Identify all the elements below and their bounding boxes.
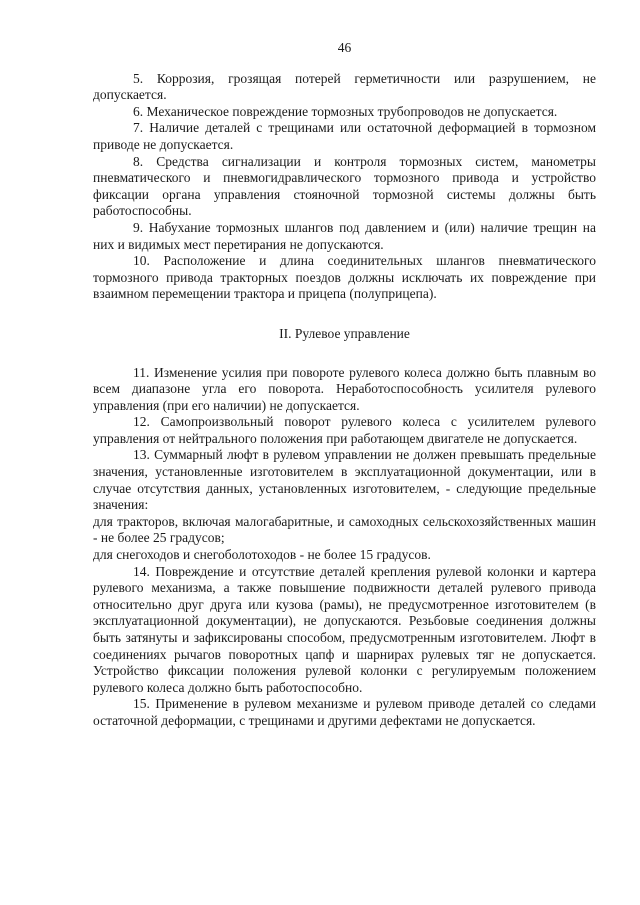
paragraph-6: 6. Механическое повреждение тормозных трубопроводов не допускается. [133,103,558,119]
paragraph-13: 13. Суммарный люфт в рулевом управлении не должен превышать предельные значения, установленные изготовителем в эксплуатационной документации, или в случае отсутствия данных, установленных изготовителем, - следующие предельные значения: [93,447,596,513]
page-number: 46 [337,40,352,55]
paragraph-8: 8. Средства сигнализации и контроля тормозных систем, манометры пневматического и пневмогидравлического тормозного привода и устройство фиксации органа управления стояночной тормозной системы должны быть работоспособны. [93,153,596,219]
paragraph-15: 15. Применение в рулевом механизме и рулевом приводе деталей со следами остаточной деформации, с трещинами и другими дефектами не допускается. [93,696,596,728]
paragraph-11: 11. Изменение усилия при повороте рулевого колеса должно быть плавным во всем диапазоне угла его поворота. Неработоспособность усилителя рулевого управления (при его наличии) не допускается. [93,364,596,413]
paragraph-12: 12. Самопроизвольный поворот рулевого колеса с усилителем рулевого управления от нейтрального положения при работающем двигателе не допускается. [93,414,596,446]
limit-tractors-line: для тракторов, включая малогабаритные, и самоходных сельскохозяйственных машин - не более 25 градусов; [93,513,596,546]
paragraph-7: 7. Наличие деталей с трещинами или остаточной деформацией в тормозном приводе не допускается. [93,120,596,152]
limit-snowmobiles-line: для снегоходов и снегоболотоходов - не более 15 градусов. [93,547,431,563]
section-heading: II. Рулевое управление [279,325,410,341]
paragraph-5: 5. Коррозия, грозящая потерей герметичности или разрушением, не допускается. [93,70,596,103]
paragraph-9: 9. Набухание тормозных шлангов под давлением и (или) наличие трещин на них и видимых мест перетирания не допускаются. [93,219,596,252]
document-page [93,40,596,730]
paragraph-10: 10. Расположение и длина соединительных шлангов пневматического тормозного привода тракторных поездов должны исключать их повреждение при взаимном перемещении трактора и прицепа (полуприцепа). [93,253,596,302]
paragraph-14: 14. Повреждение и отсутствие деталей крепления рулевой колонки и картера рулевого механизма, а также повышение подвижности деталей рулевого привода относительно друг друга или кузова (рамы), не предусмотренное изготовителем (в эксплуатационной документации), не допускаются. Резьбовые соединения должны быть затянуты и зафиксированы способом, предусмотренным изготовителем. Люфт в соединениях рычагов поворотных цапф и шарнирах рулевых тяг не допускается. Устройство фиксации положения рулевой колонки с регулируемым положением рулевого колеса должно быть работоспособно. [93,563,596,695]
